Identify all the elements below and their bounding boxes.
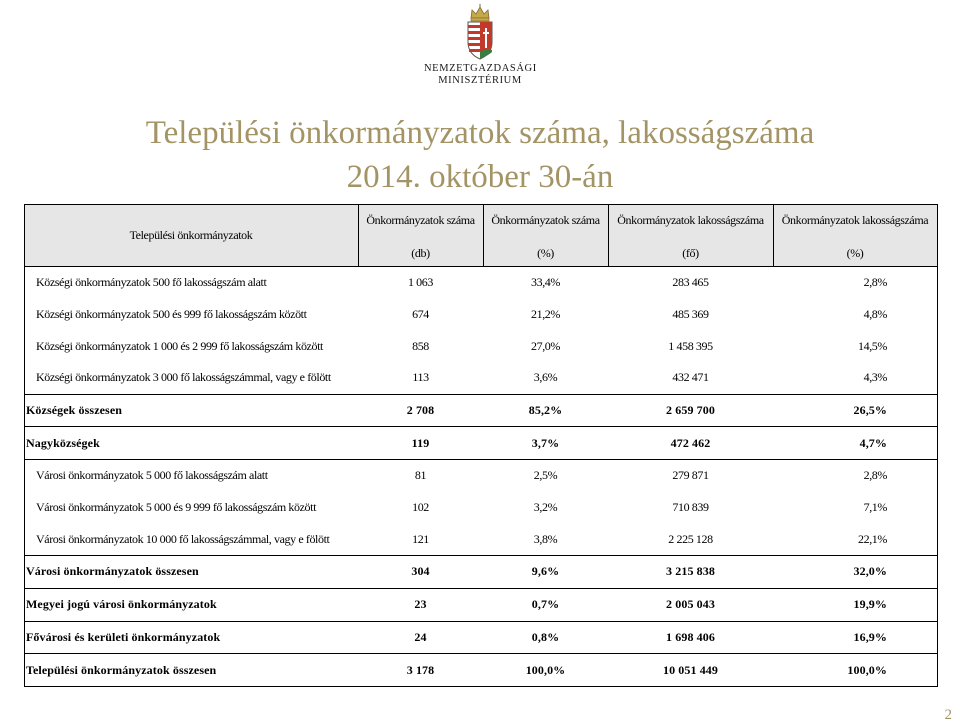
- slide-subtitle: 2014. október 30-án: [346, 159, 614, 195]
- column-header-label: Önkormányzatok száma: [366, 213, 475, 227]
- population-cell: 485 369: [672, 307, 709, 322]
- count-percent-cell: 27,0%: [531, 338, 560, 353]
- count-cell: 102: [412, 500, 429, 515]
- table-row-total: [24, 654, 937, 686]
- header-divider: [773, 204, 774, 267]
- population-percent-cell: 100,0%: [773, 654, 937, 686]
- row-name: Települési önkormányzatok összesen: [24, 654, 358, 686]
- table-row-subtotal: [24, 427, 937, 460]
- column-header-unit: (%): [846, 246, 864, 260]
- row-name: Városi önkormányzatok összesen: [24, 556, 358, 589]
- slide-title: Települési önkormányzatok száma, lakosságszáma: [145, 115, 815, 151]
- population-cell: 472 462: [608, 427, 773, 460]
- count-percent-cell: 3,7%: [483, 427, 608, 460]
- hungarian-coat-of-arms-icon: [463, 4, 497, 60]
- population-cell: 283 465: [672, 275, 709, 290]
- page-number: 2: [944, 707, 952, 723]
- row-name: Városi önkormányzatok 10 000 fő lakosságszámmal, vagy e fölött: [36, 531, 330, 546]
- count-percent-cell: 3,8%: [533, 531, 558, 546]
- population-percent-cell: 2,8%: [773, 460, 937, 492]
- population-cell: 2 225 128: [668, 531, 713, 546]
- column-header: [483, 204, 608, 267]
- municipality-table: [24, 204, 937, 686]
- table-row-subtotal: [24, 394, 937, 427]
- table-row: [24, 330, 937, 362]
- table-row-subtotal: [24, 621, 937, 654]
- count-cell: 2 708: [358, 394, 483, 427]
- count-percent-cell: 33,4%: [531, 275, 560, 290]
- header-divider: [358, 204, 359, 267]
- count-percent-cell: 3,2%: [533, 500, 558, 515]
- count-percent-cell: 3,6%: [533, 370, 558, 385]
- population-cell: 2 659 700: [608, 394, 773, 427]
- population-percent-cell: 26,5%: [773, 394, 937, 427]
- column-header-label: Önkormányzatok lakosságszáma: [781, 213, 929, 227]
- count-percent-cell: 9,6%: [483, 556, 608, 589]
- count-cell: 674: [412, 307, 429, 322]
- table-row: [24, 523, 937, 555]
- population-percent-cell: 16,9%: [773, 621, 937, 654]
- column-header-unit: (%): [537, 246, 554, 260]
- table-row: [24, 460, 937, 492]
- count-cell: 24: [358, 621, 483, 654]
- count-cell: 1 063: [407, 275, 433, 290]
- count-percent-cell: 2,5%: [483, 460, 608, 492]
- row-name: Községi önkormányzatok 1 000 és 2 999 fő lakosságszám között: [36, 338, 323, 353]
- column-header-label: Önkormányzatok lakosságszáma: [617, 213, 764, 227]
- count-cell: 119: [358, 427, 483, 460]
- population-cell: 3 215 838: [608, 556, 773, 589]
- table-row-subtotal: [24, 556, 937, 589]
- count-cell: 81: [358, 460, 483, 492]
- column-header-unit: (db): [411, 246, 430, 260]
- row-name: Községi önkormányzatok 3 000 fő lakosságszámmal, vagy e fölött: [36, 370, 331, 385]
- count-percent-cell: 21,2%: [531, 307, 560, 322]
- row-name: Fővárosi és kerületi önkormányzatok: [24, 621, 358, 654]
- count-cell: 3 178: [358, 654, 483, 686]
- population-cell: 1 698 406: [608, 621, 773, 654]
- table-row: [24, 267, 937, 299]
- row-name: Községek összesen: [24, 394, 358, 427]
- population-cell: 279 871: [608, 460, 773, 492]
- count-percent-cell: 0,8%: [483, 621, 608, 654]
- row-name: Községi önkormányzatok 500 és 999 fő lakosságszám között: [36, 307, 307, 322]
- population-percent-cell: 19,9%: [773, 588, 937, 621]
- row-name: Nagyközségek: [24, 427, 358, 460]
- population-percent-cell: 7,1%: [863, 500, 887, 515]
- header-divider: [483, 204, 484, 267]
- count-percent-cell: 0,7%: [483, 588, 608, 621]
- row-name: Községi önkormányzatok 500 fő lakosságszám alatt: [36, 275, 267, 290]
- count-cell: 304: [358, 556, 483, 589]
- ministry-name-line2: MINISZTÉRIUM: [438, 75, 522, 86]
- count-percent-cell: 100,0%: [483, 654, 608, 686]
- table-header-row: [24, 204, 937, 267]
- column-header-label: Önkormányzatok száma: [491, 213, 600, 227]
- population-percent-cell: 2,8%: [863, 275, 887, 290]
- population-cell: 10 051 449: [608, 654, 773, 686]
- table-row: [24, 492, 937, 524]
- population-percent-cell: 4,3%: [863, 370, 887, 385]
- row-name: Városi önkormányzatok 5 000 és 9 999 fő lakosságszám között: [36, 500, 317, 515]
- column-header-unit: (fő): [682, 246, 699, 260]
- row-header: Települési önkormányzatok: [24, 204, 358, 267]
- population-cell: 710 839: [672, 500, 709, 515]
- population-cell: 2 005 043: [608, 588, 773, 621]
- table-row: [24, 299, 937, 331]
- table-row-subtotal: [24, 588, 937, 621]
- column-header: [773, 204, 937, 267]
- count-cell: 858: [412, 338, 429, 353]
- ministry-logo: [424, 4, 536, 96]
- count-cell: 121: [412, 531, 429, 546]
- count-percent-cell: 85,2%: [483, 394, 608, 427]
- header-divider: [608, 204, 609, 267]
- row-name: Megyei jogú városi önkormányzatok: [24, 588, 358, 621]
- population-cell: 1 458 395: [668, 338, 713, 353]
- column-header: [358, 204, 483, 267]
- count-cell: 23: [358, 588, 483, 621]
- population-percent-cell: 4,7%: [773, 427, 937, 460]
- population-percent-cell: 14,5%: [858, 338, 887, 353]
- population-percent-cell: 32,0%: [773, 556, 937, 589]
- column-header: [608, 204, 773, 267]
- population-percent-cell: 22,1%: [858, 531, 887, 546]
- row-name: Városi önkormányzatok 5 000 fő lakosságszám alatt: [24, 460, 358, 492]
- count-cell: 113: [412, 370, 429, 385]
- table-row: [24, 362, 937, 394]
- ministry-name-line1: NEMZETGAZDASÁGI: [424, 63, 537, 74]
- population-cell: 432 471: [672, 370, 709, 385]
- population-percent-cell: 4,8%: [863, 307, 887, 322]
